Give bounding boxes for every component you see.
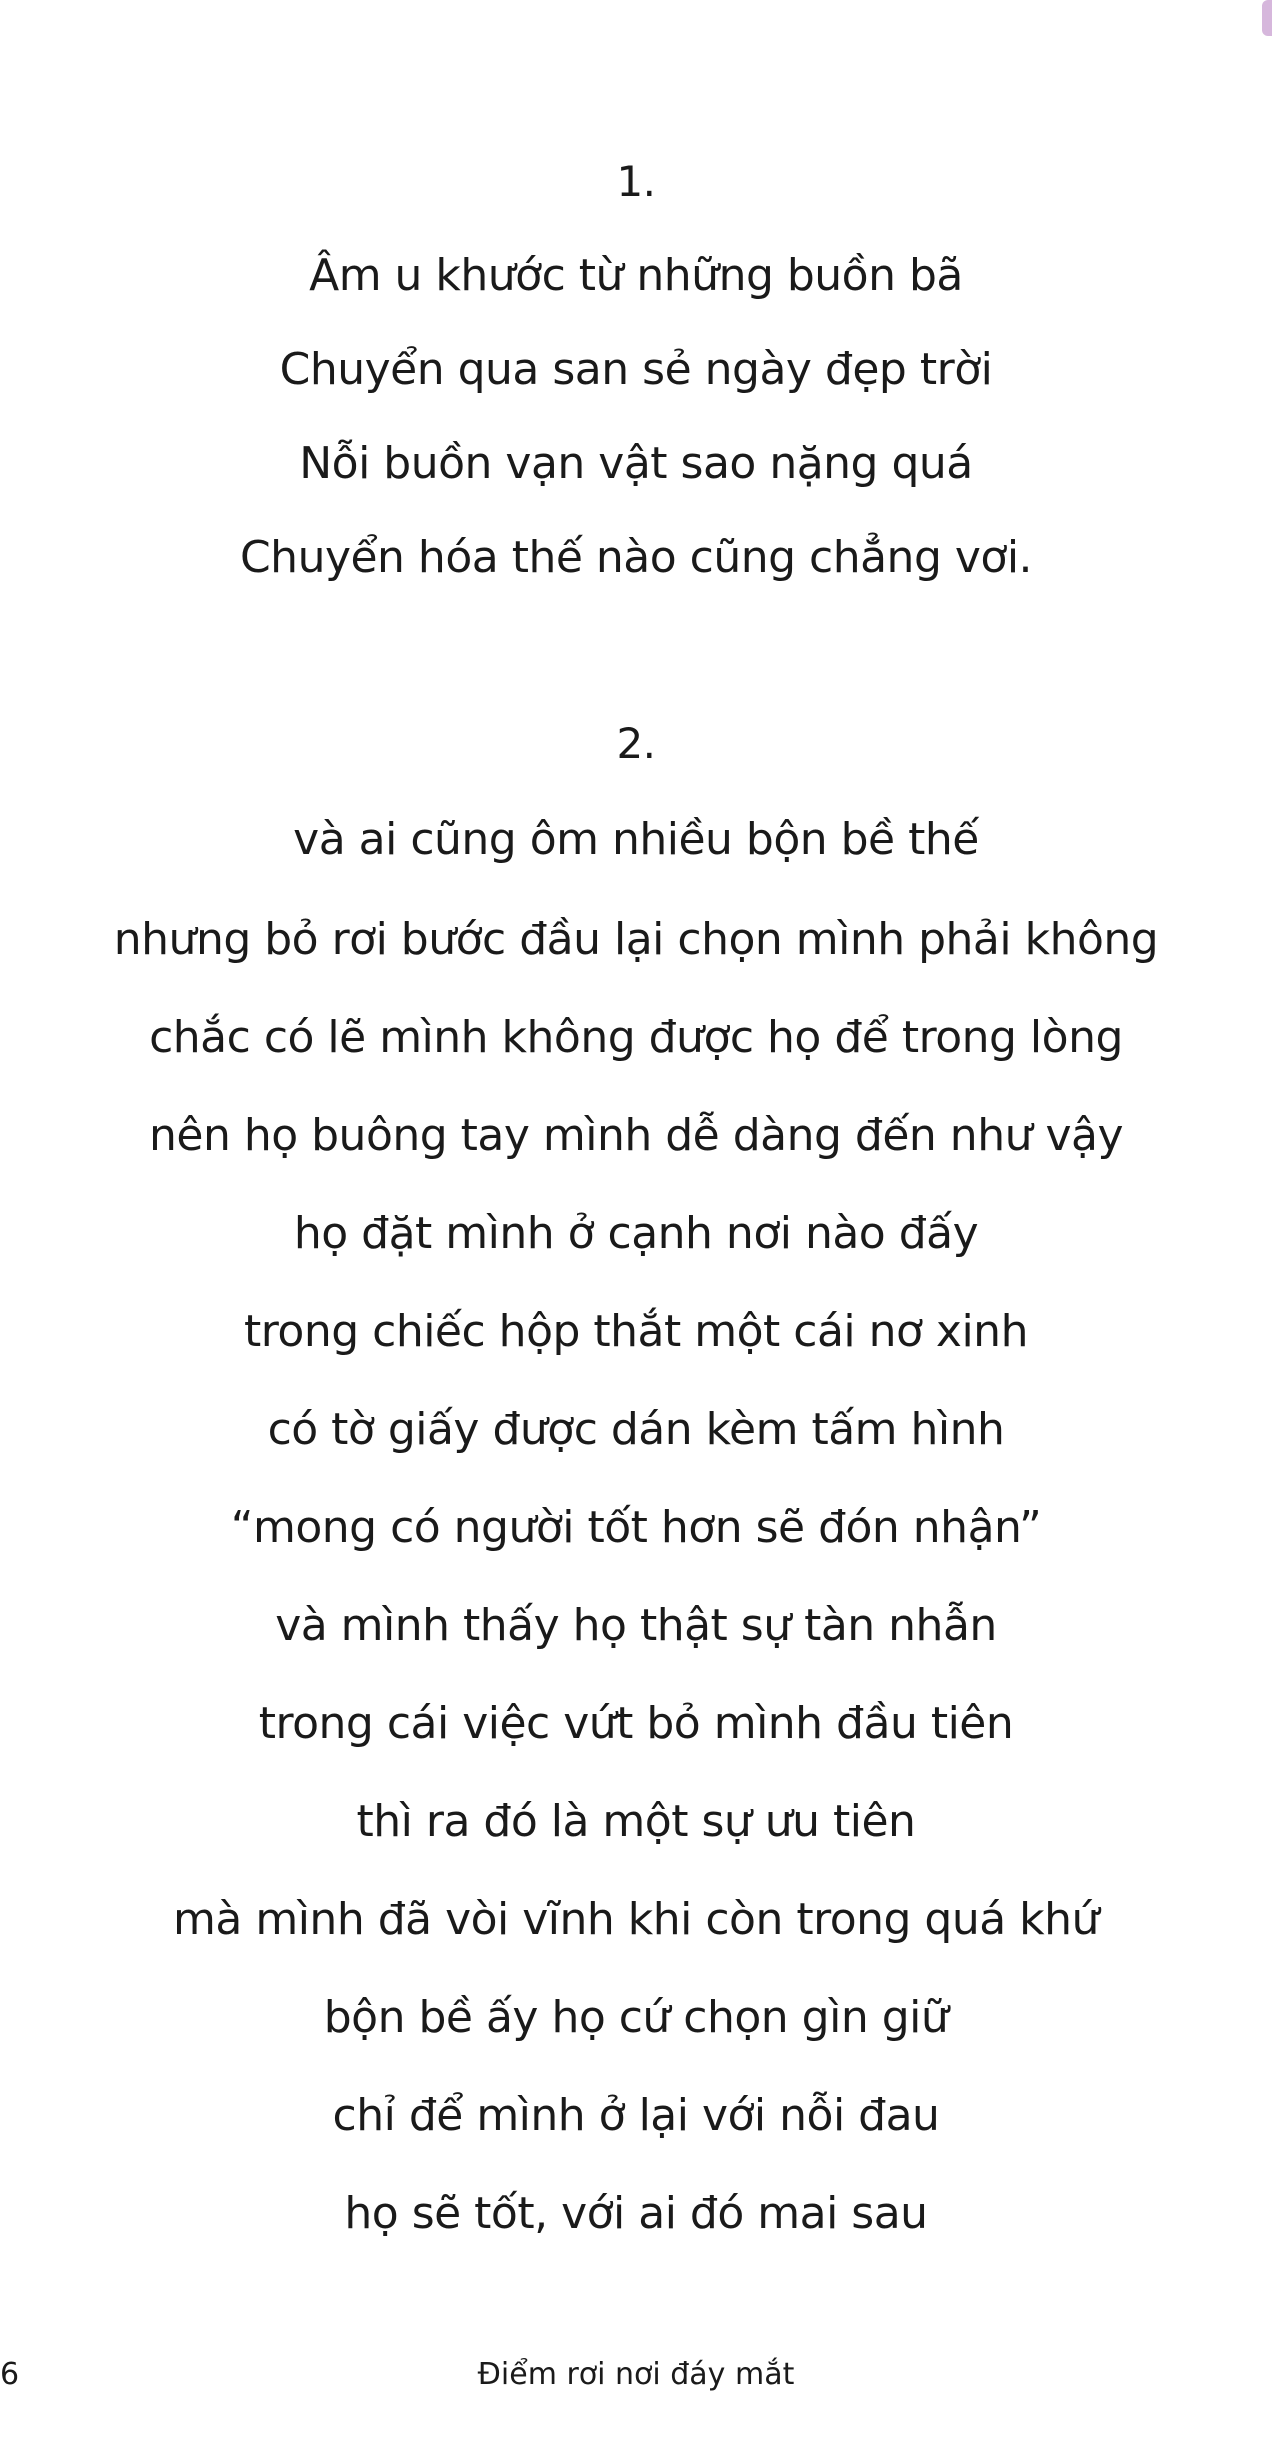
page-number: 6 xyxy=(0,2357,20,2392)
poem-line: bộn bề ấy họ cứ chọn gìn giữ xyxy=(323,1992,949,2043)
poem-line: họ đặt mình ở cạnh nơi nào đấy xyxy=(293,1208,979,1259)
page-footer xyxy=(0,2350,1272,2400)
poem-line: mà mình đã vòi vĩnh khi còn trong quá khứ xyxy=(173,1894,1099,1945)
poem-line: trong chiếc hộp thắt một cái nơ xinh xyxy=(244,1306,1028,1357)
poem-line: chắc có lẽ mình không được họ để trong lòng xyxy=(149,1012,1123,1063)
section-2-number: 2. xyxy=(616,719,656,768)
poem-line: Chuyển hóa thế nào cũng chẳng vơi. xyxy=(239,532,1033,583)
poem-line: Âm u khước từ những buồn bã xyxy=(309,250,963,301)
poem-line: trong cái việc vứt bỏ mình đầu tiên xyxy=(258,1698,1014,1749)
poem-line: chỉ để mình ở lại với nỗi đau xyxy=(332,2090,940,2141)
poem-line: Chuyển qua san sẻ ngày đẹp trời xyxy=(279,344,993,395)
section-1-number: 1. xyxy=(616,157,656,206)
poem-line: và mình thấy họ thật sự tàn nhẫn xyxy=(275,1600,997,1651)
page-edge-mark xyxy=(1262,0,1272,36)
poem-line: và ai cũng ôm nhiều bộn bề thế xyxy=(293,814,979,865)
poem-line: Nỗi buồn vạn vật sao nặng quá xyxy=(299,438,973,489)
poem-line: nhưng bỏ rơi bước đầu lại chọn mình phải không xyxy=(113,914,1159,965)
poem-line: “mong có người tốt hơn sẽ đón nhận” xyxy=(230,1502,1042,1553)
poem-line: thì ra đó là một sự ưu tiên xyxy=(356,1796,916,1847)
poem-line: nên họ buông tay mình dễ dàng đến như vậy xyxy=(149,1110,1123,1161)
poem-line: họ sẽ tốt, với ai đó mai sau xyxy=(344,2188,928,2239)
poem-line: có tờ giấy được dán kèm tấm hình xyxy=(267,1404,1005,1455)
book-title: Điểm rơi nơi đáy mắt xyxy=(477,2357,795,2392)
